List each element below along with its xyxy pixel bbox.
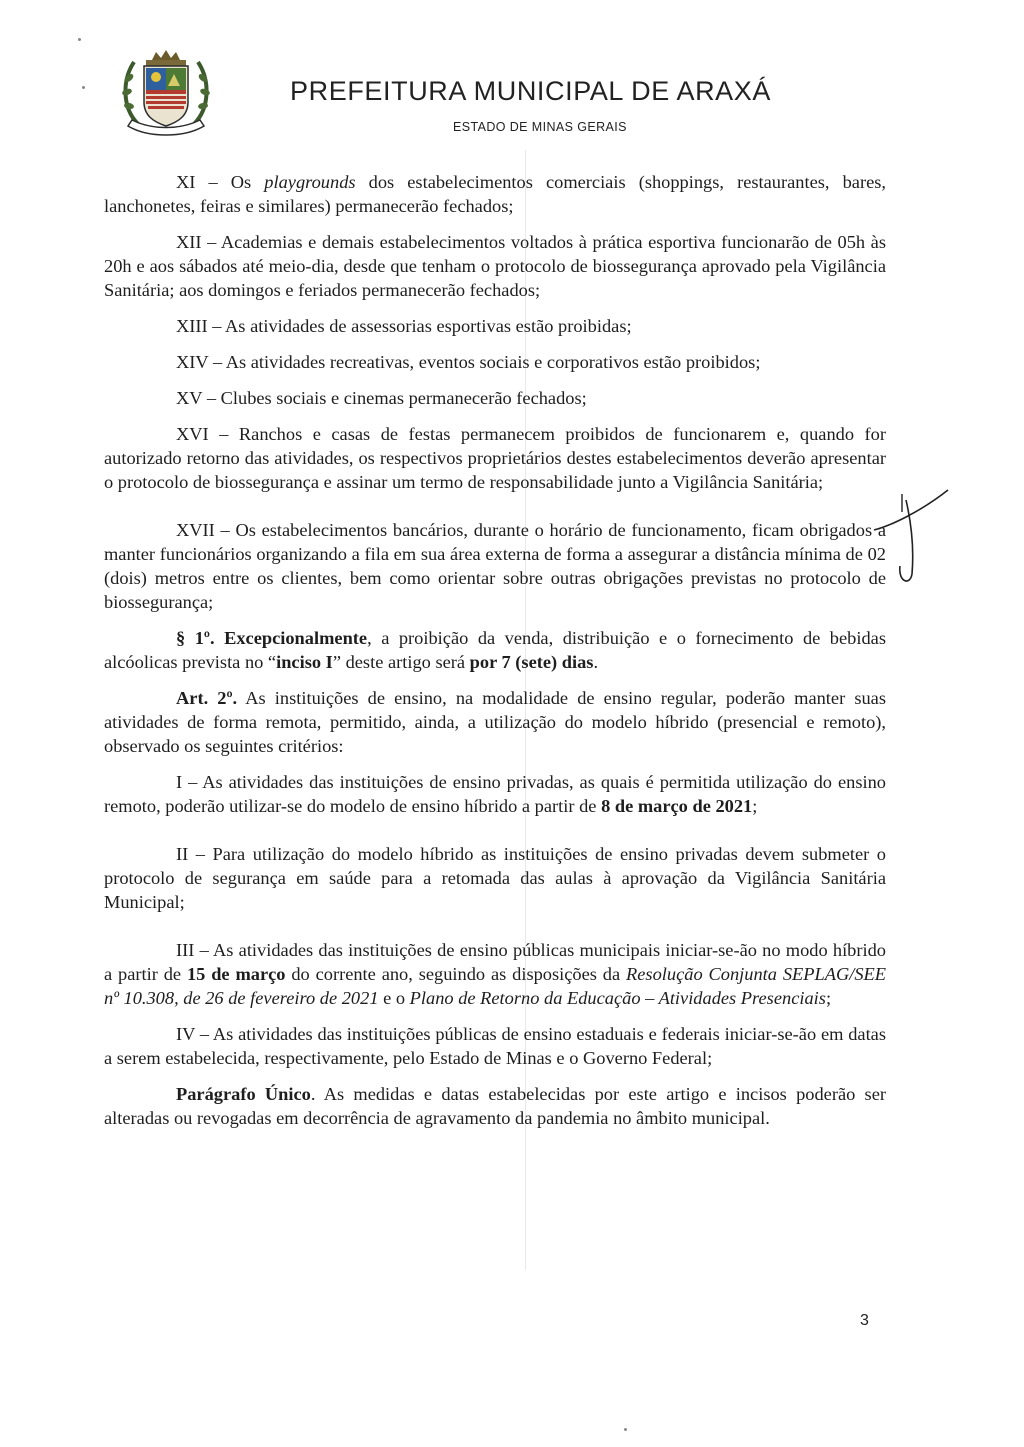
header-subtitle: ESTADO DE MINAS GERAIS [453,120,627,134]
text-run: I – As atividades das instituições de ensino privadas, as quais é permitida utilização do ensino remoto, poderão utilizar-se do modelo de ensino híbrido a partir de [104,772,886,816]
text-run: Resolução Conjunta SEPLAG/SEE nº 10.308, de 26 de fevereiro de 2021 [104,964,886,1008]
text-run: 8 de março de 2021 [601,796,753,816]
text-run: Plano de Retorno da Educação – Atividades Presenciais [409,988,826,1008]
text-run: § 1º. Excepcionalmente [176,628,368,648]
paragraph-xii [104,230,886,302]
text-run: ” deste artigo será [332,652,470,672]
text-run: ; [825,988,832,1008]
header-title: PREFEITURA MUNICIPAL DE ARAXÁ [290,76,772,106]
text-run: As instituições de ensino, na modalidade de ensino regular, poderão manter suas atividades de forma remota, permitido, ainda, a utilização do modelo híbrido (presencial e remoto), observado os seguintes critérios: [104,688,886,756]
text-run: XII – Academias e demais estabelecimentos voltados à prática esportiva funcionarão de 05h às 20h e aos sábados até meio-dia, desde que tenham o protocolo de biossegurança aprovado pela Vigilância Sanitária; aos domingos e feriados permanecerão fechados; [104,232,886,300]
text-run: II – Para utilização do modelo híbrido as instituições de ensino privadas devem submeter o protocolo de segurança em saúde para a retomada das aulas à aprovação da Vigilância Sanitária Municipal; [104,844,886,912]
paragraph-xv [104,386,886,410]
text-run: . [593,652,599,672]
page-number: 3 [860,1312,869,1329]
paragraph-iii [104,938,886,1010]
handwritten-initial-mark [868,478,958,588]
municipal-coat-of-arms-icon [118,46,214,138]
text-run: XIII – As atividades de assessorias esportivas estão proibidas; [176,316,632,336]
text-run: dos estabelecimentos comerciais (shoppings, restaurantes, bares, lanchonetes, feiras e similares) permanecerão fechados; [104,172,886,216]
paragraph-i [104,770,886,818]
text-run: e o [378,988,410,1008]
document-body [104,170,886,1142]
text-run: , a proibição da venda, distribuição e o fornecimento de bebidas alcóolicas prevista no “ [104,628,886,672]
text-run: ; [752,796,758,816]
text-run: do corrente ano, seguindo as disposições da [285,964,627,984]
paragraph-ii [104,842,886,914]
text-run: XV – Clubes sociais e cinemas permanecerão fechados; [176,388,587,408]
paragraph-xi [104,170,886,218]
scan-speck [624,1428,627,1431]
text-run: XVII – Os estabelecimentos bancários, durante o horário de funcionamento, ficam obrigados a manter funcionários organizando a fila em sua área externa de forma a assegurar a distância mínima de 02 (dois) metros entre os clientes, bem como orientar sobre outras obrigações previstas no protocolo de biossegurança; [104,520,886,612]
text-run: . As medidas e datas estabelecidas por este artigo e incisos poderão ser alteradas ou revogadas em decorrência de agravamento da pandemia no âmbito municipal. [104,1084,887,1128]
text-run: Parágrafo Único [176,1084,311,1104]
text-run: IV – As atividades das instituições públicas de ensino estaduais e federais iniciar-se-ão em datas a serem estabelecida, respectivamente, pelo Estado de Minas e o Governo Federal; [104,1024,886,1068]
text-run: por 7 (sete) dias [469,652,594,672]
text-run: 15 de março [186,964,286,984]
paragraph-single [104,1082,886,1130]
paragraph-xiii [104,314,886,338]
text-run: XI – Os [176,172,265,192]
text-run: XVI – Ranchos e casas de festas permanecem proibidos de funcionarem e, quando for autorizado retorno das atividades, os respectivos proprietários destes estabelecimentos deverão apresentar o protocolo de biossegurança e assinar um termo de responsabilidade junto a Vigilância Sanitária; [104,424,886,492]
text-run: inciso I [276,652,333,672]
paragraph-xvii [104,518,886,614]
paragraph-iv [104,1022,886,1070]
paragraph-xvi [104,422,886,494]
paragraph-section-1 [104,626,886,674]
text-run: Art. 2º. [176,688,238,708]
text-run: XIV – As atividades recreativas, eventos sociais e corporativos estão proibidos; [176,352,761,372]
text-run: playgrounds [264,172,356,192]
paragraph-article-2 [104,686,886,758]
document-header [0,40,1024,150]
text-run: III – As atividades das instituições de ensino públicas municipais iniciar-se-ão no modo híbrido a partir de [104,940,886,984]
paragraph-xiv [104,350,886,374]
